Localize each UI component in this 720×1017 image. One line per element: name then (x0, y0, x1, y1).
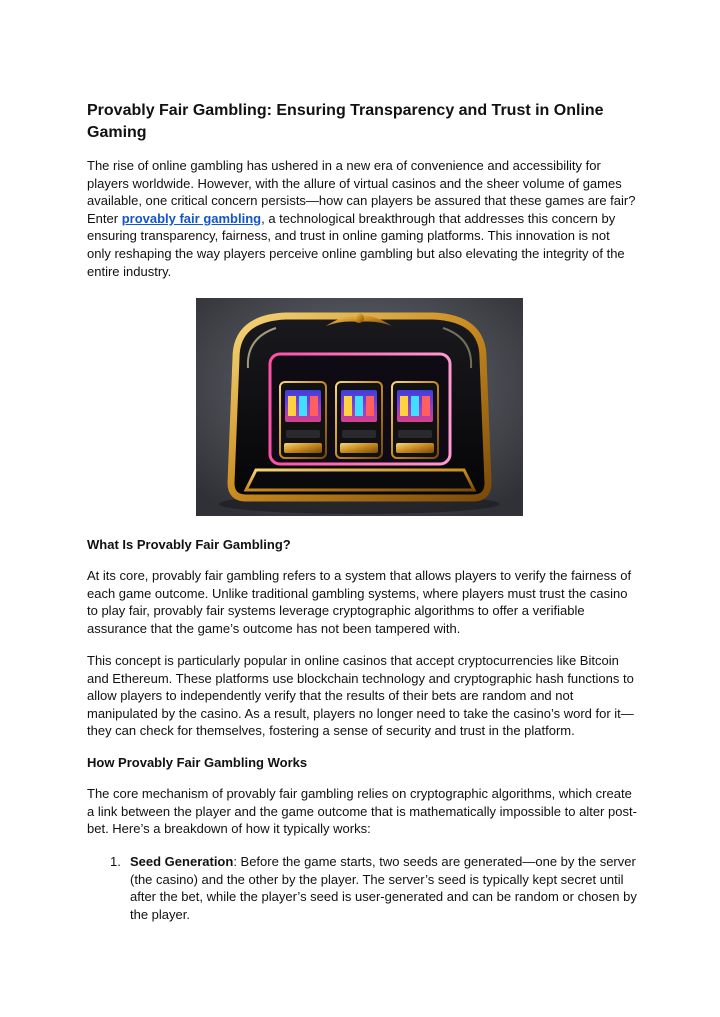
intro-text-after: , a technological breakthrough that addresses this concern by ensuring transparency, fairness, and trust in online gaming platforms. This innovation is not only reshaping the way players perceive online gambling but also elevating the integrity of the entire industry. (87, 210, 625, 279)
provably-fair-link[interactable]: provably fair gambling (121, 210, 262, 226)
ordered-list (87, 853, 637, 923)
document-page (87, 100, 637, 280)
intro-paragraph (87, 157, 637, 280)
section1-paragraph-1-wrap (87, 567, 637, 637)
section2-paragraph-1-wrap (87, 785, 637, 838)
section1-paragraph-1: At its core, provably fair gambling refers to a system that allows players to verify the fairness of each game outcome. Unlike traditional gambling systems, where players must trust the casino to play fair, provably fair systems leverage cryptographic algorithms to offer a verifiable assurance that the game’s outcome has not been tampered with. (87, 568, 632, 636)
section2-paragraph-1: The core mechanism of provably fair gambling relies on cryptographic algorithms, which create a link between the player and the game outcome that is mathematically impossible to alter post-bet. Here’s a breakdown of how it typically works: (87, 786, 637, 837)
section1-paragraph-2: This concept is particularly popular in online casinos that accept cryptocurrencies like Bitcoin and Ethereum. These platforms use blockchain technology and cryptographic hash functions to allow players to independently verify that the results of their bets are random and not manipulated by the casino. As a result, players no longer need to take the casino’s word for it—they can check for themselves, fostering a sense of security and trust in the platform. (87, 653, 634, 739)
intro-text-before: The rise of online gambling has ushered in a new era of convenience and accessibility for players worldwide. However, with the allure of virtual casinos and the sheer volume of games available, one critical concern persists—how can players be assured that these games are fair? Enter (87, 158, 636, 226)
page-title: Provably Fair Gambling: Ensuring Transparency and Trust in Online Gaming (87, 102, 604, 141)
list-item-body (130, 853, 637, 923)
list-item-number: 1. (110, 854, 121, 869)
slot-machine-illustration (196, 298, 523, 516)
section1-paragraph-2-wrap (87, 652, 637, 740)
section-heading-what-is: What Is Provably Fair Gambling? (87, 537, 291, 552)
list-item-term: Seed Generation (130, 854, 234, 869)
section-heading-how-it-works: How Provably Fair Gambling Works (87, 755, 308, 770)
steps-list (87, 853, 637, 923)
list-item-text: : Before the game starts, two seeds are generated—one by the server (the casino) and the other by the player. The server’s seed is typically kept secret until after the bet, while the player’s seed is user-generated and can be random or chosen by the player. (130, 854, 637, 922)
slot-machine-image (196, 298, 523, 516)
list-item (87, 853, 637, 923)
